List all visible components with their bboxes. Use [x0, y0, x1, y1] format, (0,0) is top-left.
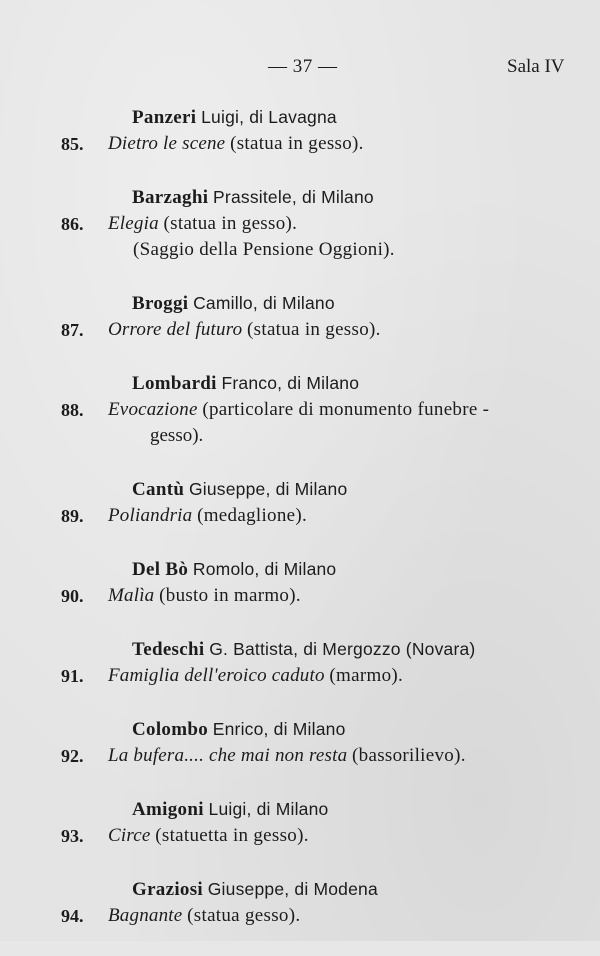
artist-origin: Giuseppe, di Milano: [188, 479, 348, 499]
work-title: Malìa: [108, 585, 155, 606]
artist-origin: Franco, di Milano: [221, 373, 360, 393]
catalog-entry: [0, 796, 600, 849]
catalog-number: 87.: [61, 320, 84, 340]
artist-surname: Broggi: [132, 293, 189, 314]
catalog-number: 90.: [61, 586, 84, 606]
work-note: (Saggio della Pensione Oggioni).: [133, 239, 395, 260]
artist-line: [0, 476, 600, 503]
work-medium: (statuetta in gesso).: [155, 825, 309, 846]
work-line: [0, 903, 600, 929]
catalog-entry: [0, 556, 600, 609]
artist-origin: Camillo, di Milano: [193, 293, 335, 313]
catalog-number: 92.: [61, 746, 84, 766]
catalog-number: 88.: [61, 400, 84, 420]
catalog-number: 94.: [61, 906, 84, 926]
artist-surname: Graziosi: [132, 879, 203, 900]
catalog-entries: [0, 104, 600, 956]
artist-line: [0, 716, 600, 743]
work-medium: (statua in gesso).: [230, 133, 364, 154]
catalog-entry: [0, 876, 600, 929]
artist-origin: Prassitele, di Milano: [213, 187, 374, 207]
artist-surname: Cantù: [132, 479, 185, 500]
work-medium: (bassorilievo).: [352, 745, 466, 766]
artist-line: [0, 556, 600, 583]
catalog-number: 89.: [61, 506, 84, 526]
work-title: Elegia: [108, 213, 159, 234]
artist-origin: Luigi, di Milano: [208, 799, 329, 819]
section-heading: Sala IV: [507, 56, 565, 77]
artist-line: [0, 636, 600, 663]
work-title: La bufera.... che mai non resta: [108, 745, 348, 766]
work-line: [0, 743, 600, 769]
artist-origin: Romolo, di Milano: [192, 559, 337, 579]
artist-origin: G. Battista, di Mergozzo (Novara): [209, 639, 476, 659]
catalog-entry: [0, 636, 600, 689]
work-title: Dietro le scene: [108, 133, 226, 154]
catalog-number: 91.: [61, 666, 84, 686]
page-number: — 37 —: [268, 56, 338, 77]
artist-line: [0, 370, 600, 397]
work-title: Evocazione: [108, 399, 198, 420]
work-title: Poliandria: [108, 505, 193, 526]
catalog-number: 85.: [61, 134, 84, 154]
work-title: Circe: [108, 825, 151, 846]
catalog-entry: [0, 476, 600, 529]
artist-surname: Amigoni: [132, 799, 204, 820]
work-title: Bagnante: [108, 905, 183, 926]
work-line: [0, 317, 600, 343]
artist-surname: Barzaghi: [132, 187, 209, 208]
artist-origin: Luigi, di Lavagna: [201, 107, 337, 127]
work-line: [0, 503, 600, 529]
artist-surname: Lombardi: [132, 373, 217, 394]
work-medium-continuation: gesso).: [150, 425, 204, 446]
artist-line: [0, 796, 600, 823]
catalog-entry: [0, 290, 600, 343]
work-line: [0, 823, 600, 849]
work-title: Orrore del futuro: [108, 319, 243, 340]
work-title: Famiglia dell'eroico caduto: [108, 665, 325, 686]
work-medium: (particolare di monumento funebre -: [202, 399, 490, 420]
catalog-entry: [0, 104, 600, 157]
artist-line: [0, 876, 600, 903]
artist-surname: Panzeri: [132, 107, 197, 128]
artist-surname: Del Bò: [132, 559, 189, 580]
artist-line: [0, 184, 600, 211]
artist-surname: Tedeschi: [132, 639, 205, 660]
catalog-number: 93.: [61, 826, 84, 846]
catalog-number: 86.: [61, 214, 84, 234]
work-line: [0, 663, 600, 689]
artist-surname: Colombo: [132, 719, 208, 740]
work-medium: (busto in marmo).: [159, 585, 301, 606]
catalog-entry: [0, 716, 600, 769]
artist-origin: Enrico, di Milano: [212, 719, 346, 739]
artist-origin: Giuseppe, di Modena: [207, 879, 378, 899]
catalog-entry: [0, 370, 600, 449]
work-line: [0, 583, 600, 609]
work-medium: (statua in gesso).: [163, 213, 298, 234]
artist-line: [0, 290, 600, 317]
work-line: [0, 211, 600, 237]
catalog-entry: [0, 184, 600, 263]
work-medium: (marmo).: [329, 665, 404, 686]
artist-line: [0, 104, 600, 131]
work-medium: (medaglione).: [197, 505, 308, 526]
work-line: [0, 131, 600, 157]
work-medium: (statua gesso).: [187, 905, 301, 926]
work-medium: (statua in gesso).: [247, 319, 381, 340]
work-line: [0, 397, 600, 423]
